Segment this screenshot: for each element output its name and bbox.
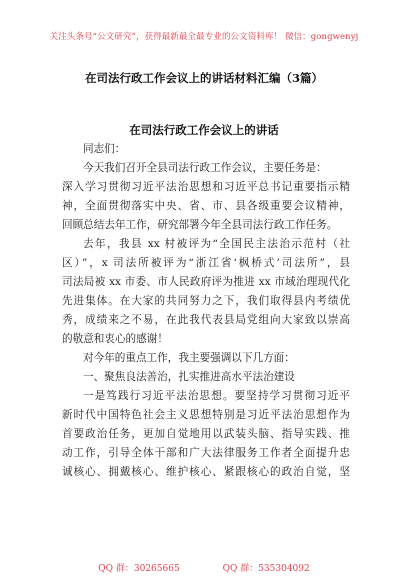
paragraph-line: 回顾总结去年工作，研究部署今年全县司法行政工作任务。 — [62, 219, 338, 231]
salutation: 同志们： — [83, 143, 126, 155]
paragraph-line: 动工作，引导全体干部和广大法律服务工作者全面提升忠 — [62, 447, 350, 459]
paragraph-line: 诚核心、拥戴核心、维护核心、紧跟核心的政治自觉，坚 — [62, 466, 350, 478]
paragraph-line: 对今年的重点工作，我主要强调以下几方面： — [83, 352, 295, 364]
qq-group-2: QQ 群：535304092 — [222, 564, 310, 574]
paragraph-line: 新时代中国特色社会主义思想特别是习近平法治思想作为 — [62, 409, 350, 421]
qq-group-1: QQ 群：30265665 — [98, 564, 180, 574]
promo-banner: 关注头条号“公文研究”，获得最新最全最专业的公文资料库！ 微信：gongwenyj — [49, 32, 359, 42]
heading-line: 一、聚焦良法善治，扎实推进高水平法治建设 — [83, 371, 295, 383]
paragraph-line: 今天我们召开全县司法行政工作会议，主要任务是： — [83, 162, 327, 174]
paragraph-line: 先进集体。在大家的共同努力之下，我们取得县内考绩优 — [62, 295, 350, 307]
paragraph-line: 秀，成绩来之不易，在此我代表县局党组向大家致以崇高 — [62, 314, 350, 326]
document-body — [62, 140, 350, 482]
footer-contacts — [0, 561, 408, 574]
document-title: 在司法行政工作会议上的讲话材料汇编（3篇） — [85, 71, 323, 85]
paragraph-line: 区）”，x 司法所被评为“浙江省‘枫桥式’司法所”，县 — [62, 257, 350, 269]
paragraph-line: 首要政治任务，更加自觉地用以武装头脑、指导实践、推 — [62, 428, 350, 440]
section-title: 在司法行政工作会议上的讲话 — [129, 123, 279, 137]
paragraph-line: 一是笃践行习近平法治思想。要坚持学习贯彻习近平 — [83, 390, 350, 402]
paragraph-line: 去年，我县 xx 村被评为“全国民主法治示范村（社 — [83, 238, 350, 250]
paragraph-line: 司法局被 xx 市委、市人民政府评为推进 xx 市域治理现代化 — [62, 276, 350, 288]
paragraph-line: 深入学习贯彻习近平法治思想和习近平总书记重要指示精 — [62, 181, 350, 193]
paragraph-line: 的敬意和衷心的感谢！ — [62, 333, 168, 345]
paragraph-line: 神，全面贯彻落实中央、省、市、县各级重要会议精神， — [62, 200, 350, 212]
